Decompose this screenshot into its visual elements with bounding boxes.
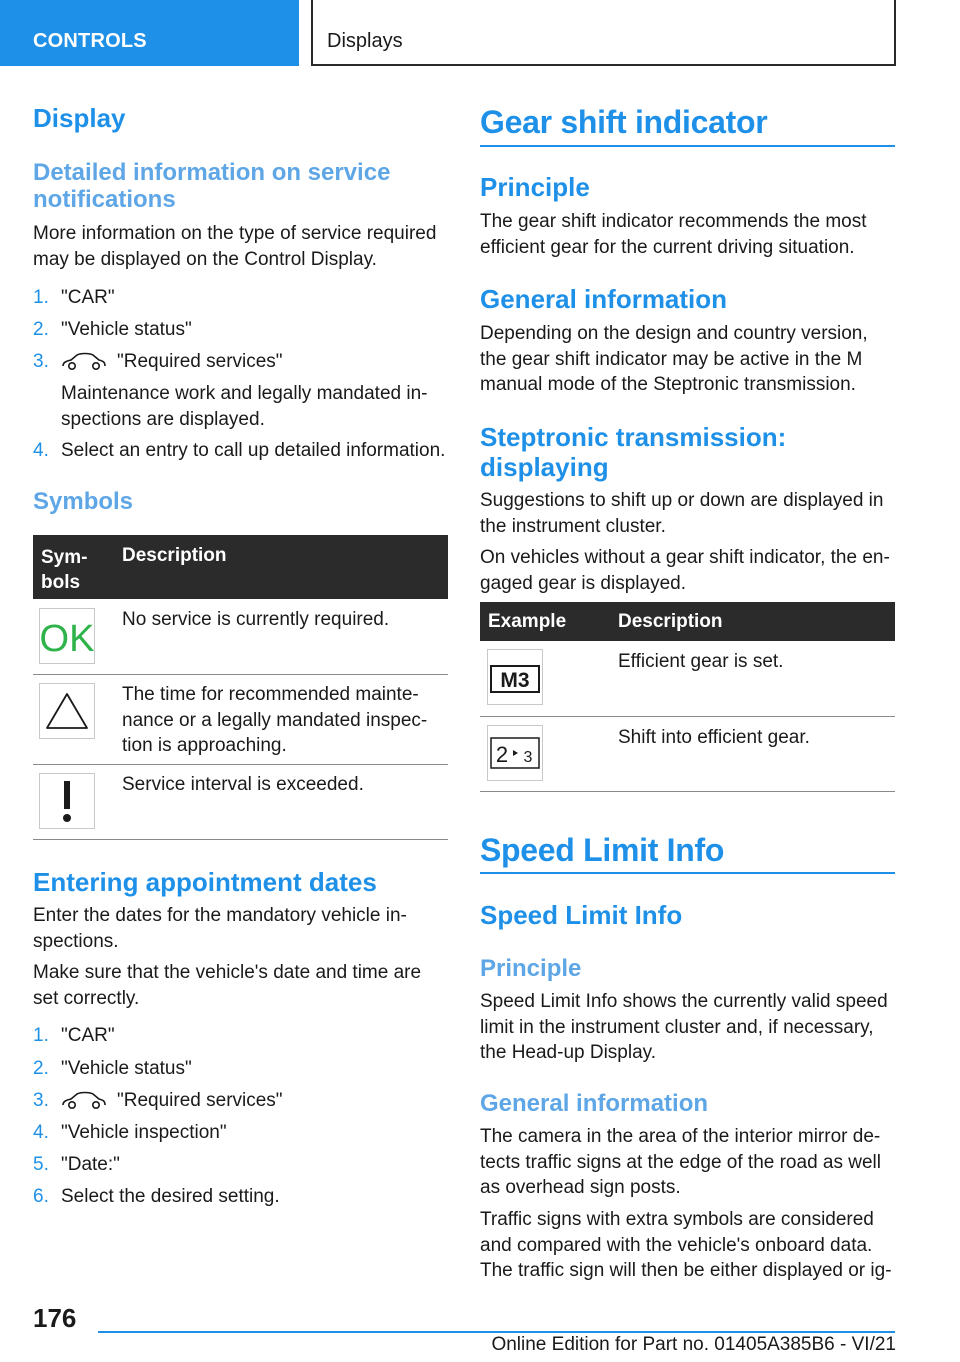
- appointment-heading: Entering appointment dates: [33, 867, 377, 897]
- steptronic-p2: On vehicles without a gear shift indicator, the en-gaged gear is displayed.: [480, 547, 890, 594]
- speed-limit-title: Speed Limit Info: [480, 832, 725, 868]
- section-label: CONTROLS: [33, 30, 147, 52]
- symbols-col-header: Sym-bols: [41, 547, 88, 593]
- steptronic-p1: Suggestions to shift up or down are displayed in the instrument cluster.: [480, 490, 884, 537]
- speed-general-p2: Traffic signs with extra symbols are considered and compared with the vehicle's onboard data. The traffic sign will then be either displayed or ig-: [480, 1209, 892, 1281]
- display-heading: Display: [33, 103, 126, 133]
- gear-shift-title: Gear shift indicator: [480, 104, 768, 140]
- gear-table-header: [480, 602, 895, 641]
- gear-desc-shift: Shift into efficient gear.: [618, 727, 810, 748]
- general-heading: General information: [480, 284, 728, 314]
- service-intro: More information on the type of service required may be displayed on the Control Display.: [33, 223, 437, 270]
- speed-general-p1: The camera in the area of the interior mirror de-tects traffic signs at the edge of the road as well as overhead sign posts.: [480, 1126, 881, 1198]
- title-rule: [480, 145, 895, 147]
- principle-heading: Principle: [480, 172, 590, 202]
- service-step-3-note: Maintenance work and legally mandated in-spections are displayed.: [61, 383, 428, 430]
- svg-text:2: 2: [495, 742, 509, 767]
- page-number: 176: [33, 1303, 77, 1333]
- symbol-desc-ok: No service is currently required.: [122, 609, 390, 630]
- description-col-header: Description: [618, 611, 723, 632]
- gear-shift-2-to-3-icon: [487, 725, 543, 781]
- gear-desc-set: Efficient gear is set.: [618, 651, 784, 672]
- row-divider: [480, 791, 895, 792]
- exclamation-icon: [39, 773, 95, 829]
- symbol-desc-exceeded: Service interval is exceeded.: [122, 774, 364, 795]
- chapter-tab: [311, 0, 896, 66]
- chapter-label: Displays: [327, 30, 403, 52]
- principle-text: The gear shift indicator recommends the most efficient gear for the current driving situation.: [480, 211, 867, 258]
- svg-text:3: 3: [523, 749, 533, 766]
- warning-triangle-icon: [39, 683, 95, 739]
- appointment-p1: Enter the dates for the mandatory vehicle in-spections.: [33, 905, 407, 952]
- section-tab: [0, 0, 299, 66]
- speed-principle-text: Speed Limit Info shows the currently valid speed limit in the instrument cluster and, if necessary, the Head-up Display.: [480, 991, 888, 1063]
- general-text: Depending on the design and country version, the gear shift indicator may be active in the M manual mode of the Steptronic transmission.: [480, 323, 868, 395]
- steptronic-heading: Steptronic transmission: displaying: [480, 422, 787, 482]
- footer-rule: [98, 1331, 895, 1333]
- example-col-header: Example: [488, 611, 567, 632]
- title-rule: [480, 872, 895, 874]
- row-divider: [33, 839, 448, 840]
- speed-general-heading: General information: [480, 1090, 709, 1117]
- symbols-heading: Symbols: [33, 488, 134, 515]
- appointment-p2: Make sure that the vehicle's date and time are set correctly.: [33, 962, 422, 1009]
- description-col-header: Description: [122, 545, 227, 566]
- speed-limit-subheading: Speed Limit Info: [480, 900, 683, 930]
- svg-text:M3: M3: [500, 669, 530, 692]
- car-icon: [61, 1091, 107, 1111]
- ok-icon: [39, 608, 95, 664]
- speed-principle-heading: Principle: [480, 955, 582, 982]
- car-icon: [61, 352, 107, 372]
- symbol-desc-warning: The time for recommended mainte-nance or a legally mandated inspec-tion is approaching.: [122, 684, 428, 756]
- symbols-table-header: [33, 535, 448, 599]
- row-divider: [33, 764, 448, 765]
- gear-m3-icon: [487, 649, 543, 705]
- service-heading: Detailed information on service notifications: [33, 159, 391, 213]
- row-divider: [480, 716, 895, 717]
- edition-note: Online Edition for Part no. 01405A385B6 - VI/21: [491, 1334, 896, 1355]
- svg-text:OK: OK: [40, 618, 94, 660]
- row-divider: [33, 674, 448, 675]
